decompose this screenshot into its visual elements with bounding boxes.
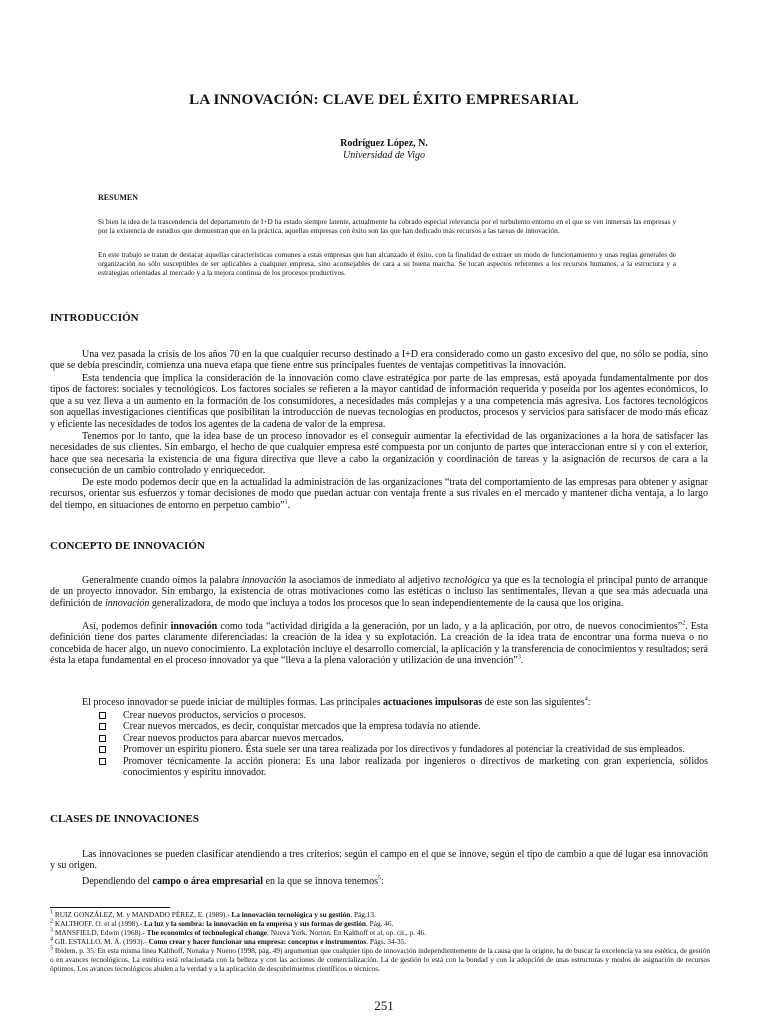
author-affiliation: Universidad de Vigo xyxy=(342,150,426,161)
clases-paragraph-1: Las innovaciones se pueden clasificar atendiendo a tres criterios: según el campo en el que se innove, según el tipo de cambio a que dé lugar esa innovación y su origen. xyxy=(50,849,708,872)
concepto-paragraph-1: Generalmente cuando oímos la palabra innovación la asociamos de inmediato al adjetivo tecnológica ya que es la tecnología el principal punto de arranque de un proyecto innovador. Sin embargo, la existencia de otras motivaciones como las estéticas o incluso las sentimentales, llevan a que sea más adecuada una definición de innovación generalizadora, de modo que incluya a todos los procesos que lo sean independientemente de la causa que los origina. xyxy=(50,575,708,609)
checkbox-bullet-icon xyxy=(99,723,106,730)
footnote-item: $^2$ KALTHOFF, O. et al (1998).- La luz y la sombra: la innovación en la empresa y sus formas de gestión. Pág. 46. xyxy=(50,918,394,928)
footnote-divider xyxy=(50,907,170,908)
abstract-heading: RESUMEN xyxy=(98,193,139,202)
footnote-ref: 3 xyxy=(517,654,521,661)
paper-title: LA INNOVACIÓN: CLAVE DEL ÉXITO EMPRESARIAL xyxy=(189,92,579,108)
concepto-paragraph-2: Así, podemos definir innovación como toda “actividad dirigida a la generación, por un lado, y a la aplicación, por otro, de nuevos conocimientos”$^2$. Esta definición tiene dos partes claramente diferenciadas: la creación de la idea y su explotación. La creación de la idea trata de encontrar una forma nueva o no concebida de hacer algo, un nuevo conocimiento. La explotación incluye el desarrollo comercial, la aplicación y la transferencia de conocimientos y resultados; será ésta la etapa fundamental en el proceso innovador ya que “lleva a la plena valoración y utilización de una invención”$^3$. xyxy=(50,620,709,667)
footnote-ref: 1 xyxy=(284,499,288,506)
clases-paragraph-2: Dependiendo del campo o área empresarial en la que se innova tenemos$^5$: xyxy=(82,875,384,887)
abstract-paragraph-1: Si bien la idea de la trascendencia del departamento de I+D ha estado siempre latente, actualmente ha cobrado especial relevancia por el turbulento entorno en el que se ven inmersas las empresas y por la existencia de estudios que demuestran que en la práctica, aquellas empresas con éxito son las que han dedicado más recursos a las tareas de innovación. xyxy=(98,217,676,235)
abstract-paragraph-2: En este trabajo se tratan de destacar aquellas características comunes a estas empresas que han alcanzado el éxito, con la finalidad de extraer un modo de funcionamiento y unas reglas generales de organización no sólo susceptibles de ser aplicables a cualquier empresa, sino aconsejables de cara a su buena marcha. Se tocan aspectos referentes a los recursos humanos, a la estructura y a estrategias orientadas al mercado y a la mejora continua de los procesos productivos. xyxy=(98,250,676,277)
footnote-item: $^5$ Ibidem, p. 35. En esta misma línea Kalthoff, Nonaka y Nueno (1998, pág. 49) argumentan que cualquier tipo de innovación independientemente de la causa que la origine, ha de buscar la excelencia ya sea estética, de gestión o en avances tecnológicos. La estética está relacionada con la belleza y con las acciones de comercialización. La de gestión lo está con la bondad y con la adopción de unas estructuras y modos de asignación de recursos óptimos. Los avances tecnológicos aluden a la verdad y a la aplicación de descubrimientos científicos o técnicos. xyxy=(50,945,710,973)
footnote-item: $^3$ MANSFIELD, Edwin (1968).- The economics of technological change. Nueva York. Norton. En Kalthoff et al, op. cit., p. 46. xyxy=(50,927,427,937)
list-item: Crear nuevos productos, servicios o procesos. xyxy=(98,710,708,721)
footnote-ref: 4 xyxy=(584,696,588,703)
footnote-ref: 2 xyxy=(682,620,686,627)
concepto-paragraph-3: El proceso innovador se puede iniciar de múltiples formas. Las principales actuaciones impulsoras de este son las siguientes$^4$: xyxy=(82,696,591,708)
author-name: Rodríguez López, N. xyxy=(340,138,428,149)
intro-paragraph-3: Tenemos por lo tanto, que la idea base de un proceso innovador es el conseguir aumentar la efectividad de las organizaciones a la hora de satisfacer las necesidades de sus clientes. Sin embargo, el hecho de que cualquier empresa esté compuesta por un conjunto de partes que interaccionan entre sí y con el exterior, hace que sea necesaria la existencia de una figura directiva que lleve a cabo la organización y coordinación de tareas y la asignación de recursos de cara a la consecución de un cambio controlado y enriquecedor. xyxy=(50,431,708,477)
checkbox-bullet-icon xyxy=(99,746,106,753)
footnote-ref: 5 xyxy=(377,875,381,882)
checkbox-bullet-icon xyxy=(99,712,106,719)
footnotes-list xyxy=(50,910,710,973)
intro-paragraph-4: De este modo podemos decir que en la actualidad la administración de las organizaciones “trata del comportamiento de las empresas para obtener y asignar recursos, orientar sus esfuerzos y tomar decisiones de modo que puedan actuar con ventaja frente a sus rivales en el mercado y mantener dicha ventaja, a lo largo del tiempo, en situaciones de entorno en perpetuo cambio”$^1$. xyxy=(50,477,708,511)
list-item: Promover un espíritu pionero. Ésta suele ser una tarea realizada por los directivos y fundadores al potenciar la creatividad de sus empleados. xyxy=(98,744,708,755)
section-heading-introduccion: INTRODUCCIÓN xyxy=(50,312,139,324)
footnote-item: $^4$ GIL ESTALLO, M. Á. (1993).- Como crear y hacer funcionar una empresa: conceptos e instrumentos. Págs. 34-35. xyxy=(50,936,407,946)
list-item: Promover técnicamente la acción pionera: Es una labor realizada por ingenieros o directivos de marketing con gran experiencia, sólidos conocimientos y espíritu innovador. xyxy=(98,756,708,779)
list-item: Crear nuevos productos para abarcar nuevos mercados. xyxy=(98,733,708,744)
section-heading-clases: CLASES DE INNOVACIONES xyxy=(50,813,199,825)
checkbox-bullet-icon xyxy=(99,735,106,742)
checkbox-bullet-icon xyxy=(99,758,106,765)
intro-paragraph-2: Esta tendencia que implica la consideración de la innovación como clave estratégica por parte de las empresas, está apoyada fundamentalmente por dos tipos de factores: sociales y tecnológicos. Los factores sociales se refieren a la mayor cantidad de información requerida y poseída por los agentes económicos, lo que a su vez lleva a un aumento en la formación de los consumidores, a necesidades más complejas y a una competencia más agresiva. Los factores tecnológicos son aquellas investigaciones científicas que posibilitan la introducción de nuevas tecnologías en productos, procesos y servicios para satisfacer de modo más eficaz y eficiente las necesidades de todos los agentes de la cadena de valor de la empresa. xyxy=(50,373,708,430)
section-heading-concepto: CONCEPTO DE INNOVACIÓN xyxy=(50,540,205,552)
list-item: Crear nuevos mercados, es decir, conquistar mercados que la empresa todavía no atiende. xyxy=(98,721,708,732)
page-number: 251 xyxy=(374,998,394,1013)
actuaciones-list xyxy=(98,710,708,778)
footnote-item: $^1$ RUIZ GONZÁLEZ, M. y MANDADO PÉREZ, E. (1989).- La innovación tecnológica y su gestión. Pág.13. xyxy=(50,909,376,919)
intro-paragraph-1: Una vez pasada la crisis de los años 70 en la que cualquier recurso destinado a I+D era considerado como un gasto excesivo del que, no sólo se podía, sino que se debía prescindir, comienza una nueva etapa que tiene entre sus principales fuentes de ventajas competitivas la innovación. xyxy=(50,349,708,372)
